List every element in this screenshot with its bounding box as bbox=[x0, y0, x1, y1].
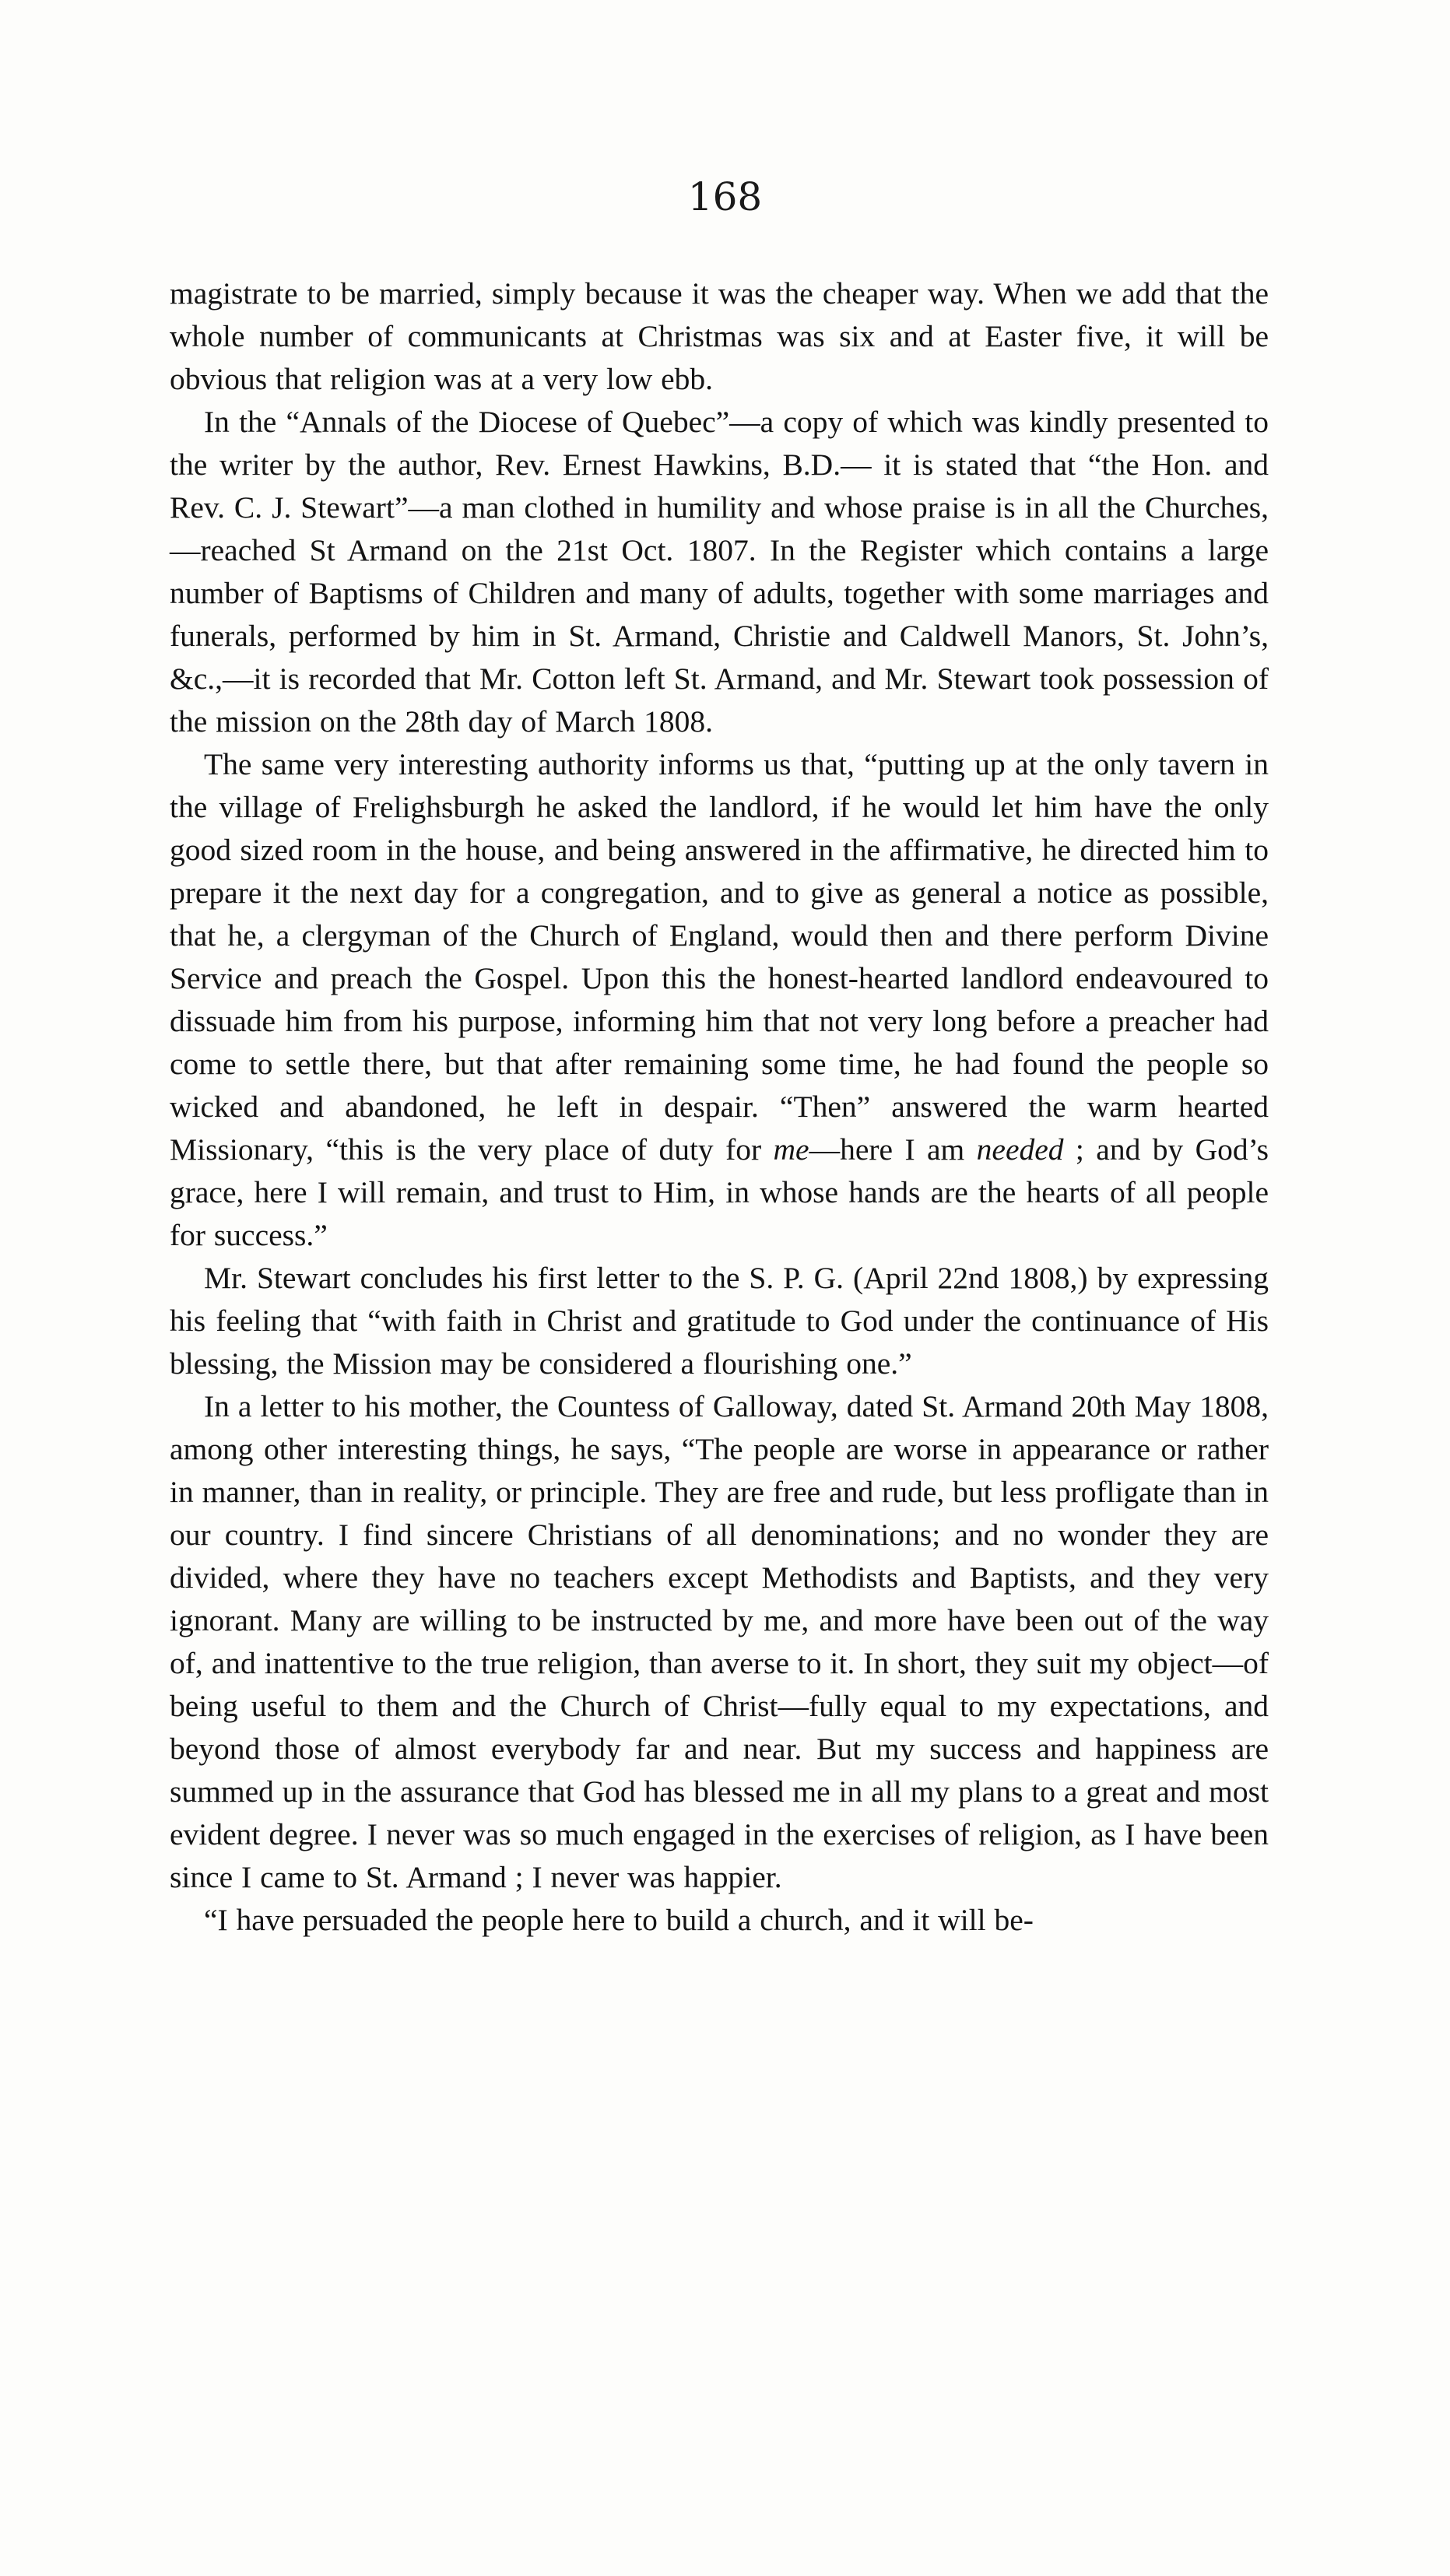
paragraph-text: —here I am bbox=[809, 1132, 977, 1167]
paragraph-text: The same very interesting authority informs us that, “putting up at the only tavern in the village of Frelighsburgh he asked the landlord, if he would let him have the only good sized room in the house, and being answered in the affirmative, he directed him to prepare it the next day for a congregation, and to give as general a notice as possible, that he, a clergyman of the Church of England, would then and there perform Divine Service and preach the Gospel. Upon this the honest-hearted landlord endeavoured to dissuade him from his purpose, informing him that not very long before a preacher had come to settle there, but that after remaining some time, he had found the people so wicked and abandoned, he left in despair. “Then” answered the warm hearted Missionary, “this is the very place of duty for bbox=[170, 747, 1269, 1167]
emphasis-text: needed bbox=[976, 1132, 1064, 1167]
emphasis-text: me bbox=[773, 1132, 809, 1167]
page-number: 168 bbox=[687, 174, 763, 219]
paragraph: Mr. Stewart concludes his first letter to the S. P. G. (April 22nd 1808,) by expressing his feeling that “with faith in Christ and gratitude to God under the continuance of His blessing, the Mission may be considered a flourishing one.” bbox=[170, 1261, 1269, 1381]
body-text bbox=[170, 272, 1269, 1942]
paragraph: In a letter to his mother, the Countess of Galloway, dated St. Armand 20th May 1808, among other interesting things, he says, “The people are worse in appearance or rather in manner, than in reality, or principle. They are free and rude, but less profligate than in our country. I find sincere Christians of all denominations; and no wonder they are divided, where they have no teachers except Methodists and Baptists, and they very ignorant. Many are willing to be instructed by me, and more have been out of the way of, and inattentive to the true religion, than averse to it. In short, they suit my object—of being useful to them and the Church of Christ—fully equal to my expectations, and beyond those of almost everybody far and near. But my success and happiness are summed up in the assurance that God has blessed me in all my plans to a great and most evident degree. I never was so much engaged in the exercises of religion, as I have been since I came to St. Armand ; I never was happier. bbox=[170, 1389, 1269, 1894]
paragraph: In the “Annals of the Diocese of Quebec”—a copy of which was kindly presented to the writer by the author, Rev. Ernest Hawkins, B.D.— it is stated that “the Hon. and Rev. C. J. Stewart”—a man clothed in humility and whose praise is in all the Churches,—reached St Armand on the 21st Oct. 1807. In the Register which contains a large number of Baptisms of Children and many of adults, together with some marriages and funerals, performed by him in St. Armand, Christie and Caldwell Manors, St. John’s, &c.,—it is recorded that Mr. Cotton left St. Armand, and Mr. Stewart took possession of the mission on the 28th day of March 1808. bbox=[170, 405, 1269, 739]
paragraph-text: ; and by God’s grace, here I will remain, and trust to Him, in whose hands are the hearts of all people for success.” bbox=[170, 1132, 1269, 1252]
paragraph: magistrate to be married, simply because it was the cheaper way. When we add that the whole number of communicants at Christmas was six and at Easter five, it will be obvious that religion was at a very low ebb. bbox=[170, 276, 1269, 396]
paragraph: “I have persuaded the people here to build a church, and it will be- bbox=[204, 1903, 1034, 1937]
paragraph bbox=[170, 743, 1269, 1257]
